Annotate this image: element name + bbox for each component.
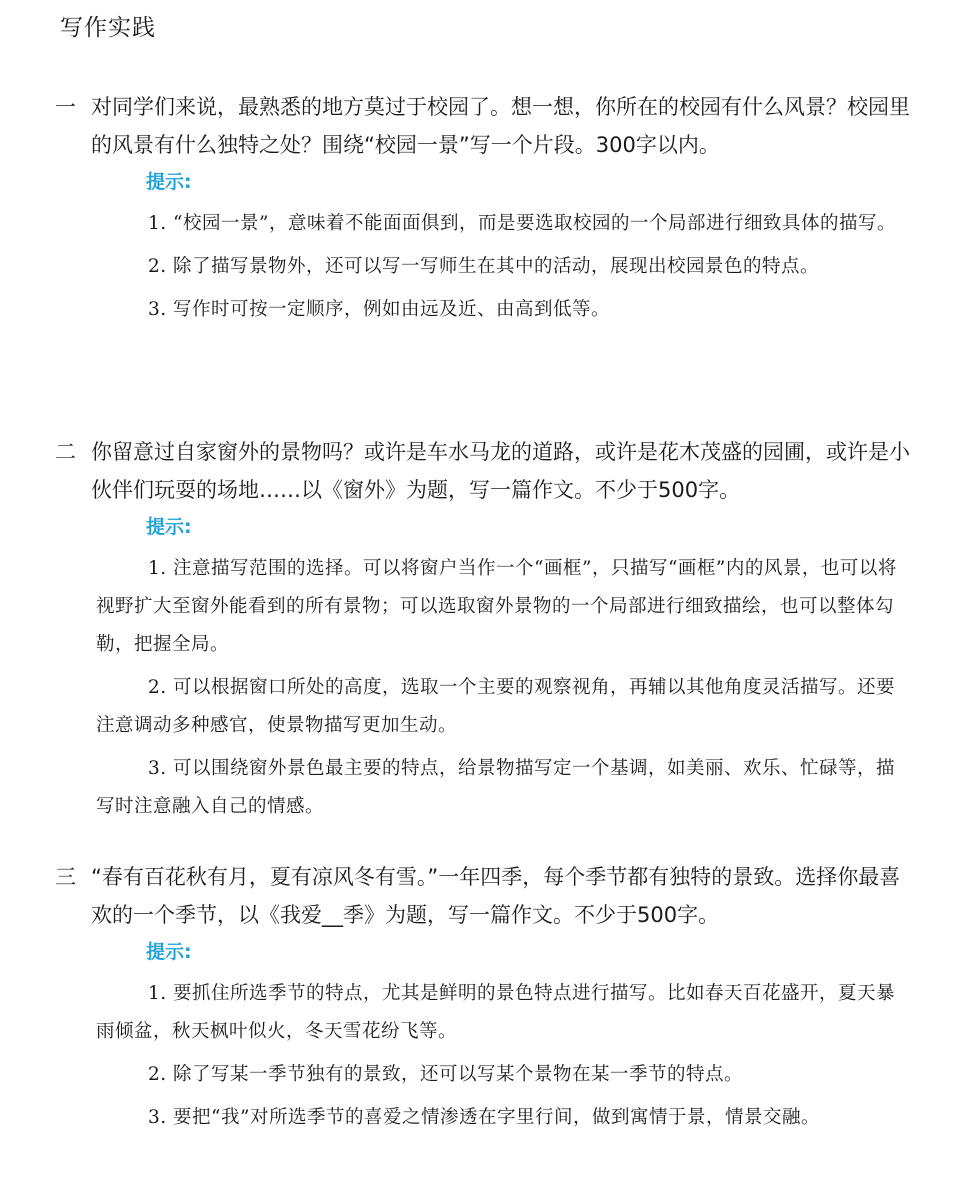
tip-item: 1. 要抓住所选季节的特点，尤其是鲜明的景色特点进行描写。比如春天百花盛开，夏天暴雨倾盆，秋天枫叶似火，冬天雪花纷飞等。	[96, 983, 896, 1042]
tip-item: 2. 可以根据窗口所处的高度，选取一个主要的观察视角，再辅以其他角度灵活描写。还要注意调动多种感官，使景物描写更加生动。	[96, 677, 896, 736]
tips-label: 提示:	[146, 941, 192, 963]
tips-label: 提示:	[146, 171, 192, 193]
page-title: 写作实践	[60, 15, 156, 41]
question-3	[55, 858, 915, 934]
question-text: 对同学们来说，最熟悉的地方莫过于校园了。想一想，你所在的校园有什么风景？校园里的风景有什么独特之处？围绕“校园一景”写一个片段。300字以内。	[91, 95, 910, 157]
section-1	[55, 88, 915, 329]
question-text: 你留意过自家窗外的景物吗？或许是车水马龙的道路，或许是花木茂盛的园圃，或许是小伙伴们玩耍的场地……以《窗外》为题，写一篇作文。不少于500字。	[91, 440, 910, 502]
tip-item: 1. 注意描写范围的选择。可以将窗户当作一个“画框”，只描写“画框”内的风景，也可以将视野扩大至窗外能看到的所有景物；可以选取窗外景物的一个局部进行细致描绘，也可以整体勾勒，把握全局。	[96, 558, 897, 655]
question-number: 三	[55, 865, 76, 889]
tip-item: 3. 写作时可按一定顺序，例如由远及近、由高到低等。	[148, 299, 611, 320]
tip-item: 1. “校园一景”，意味着不能面面俱到，而是要选取校园的一个局部进行细致具体的描写。	[148, 213, 896, 234]
question-2	[55, 433, 915, 509]
question-text: “春有百花秋有月，夏有凉风冬有雪。”一年四季，每个季节都有独特的景致。选择你最喜欢的一个季节，以《我爱__季》为题，写一篇作文。不少于500字。	[91, 865, 901, 927]
question-1	[55, 88, 915, 164]
section-2	[55, 433, 915, 826]
tip-item: 2. 除了写某一季节独有的景致，还可以写某个景物在某一季节的特点。	[148, 1064, 744, 1085]
question-number: 二	[55, 440, 76, 464]
tip-item: 3. 要把“我”对所选季节的喜爱之情渗透在字里行间，做到寓情于景，情景交融。	[148, 1107, 820, 1128]
tip-item: 3. 可以围绕窗外景色最主要的特点，给景物描写定一个基调，如美丽、欢乐、忙碌等，描写时注意融入自己的情感。	[96, 758, 896, 817]
tips-label: 提示:	[146, 516, 192, 538]
section-3	[55, 858, 915, 1137]
question-number: 一	[55, 95, 76, 119]
tip-item: 2. 除了描写景物外，还可以写一写师生在其中的活动，展现出校园景色的特点。	[148, 256, 820, 277]
